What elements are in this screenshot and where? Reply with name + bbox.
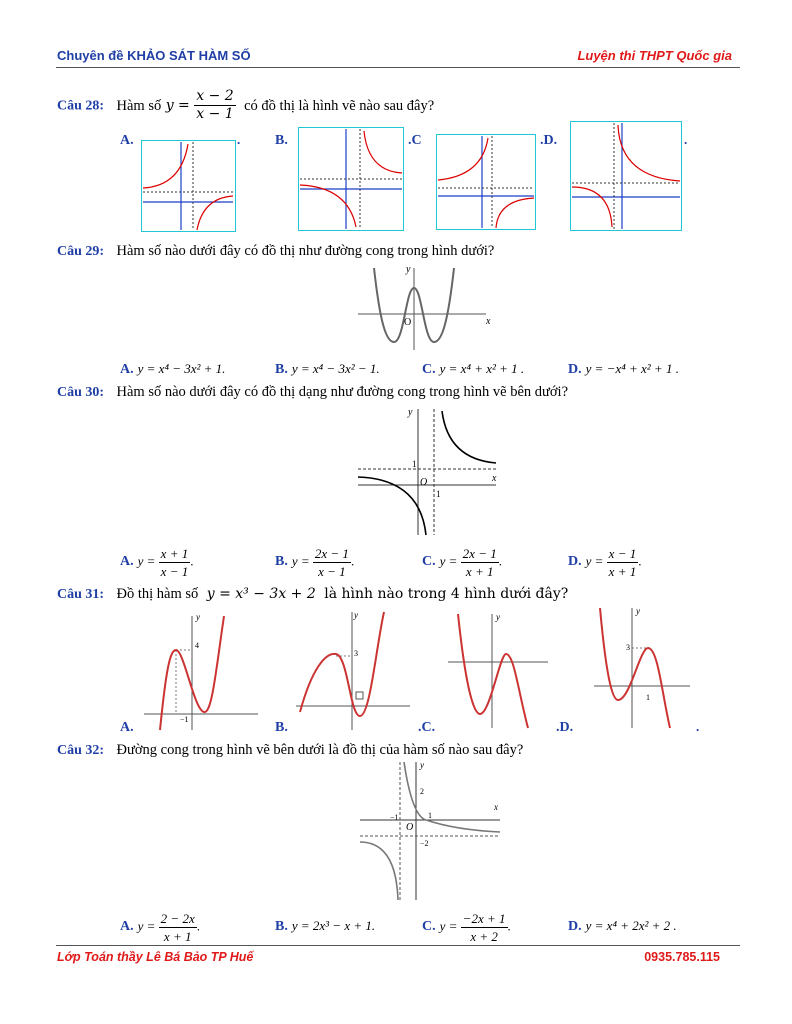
option-letter: D. bbox=[568, 554, 582, 570]
q31-dot-d: . bbox=[696, 719, 700, 734]
question-text: Đường cong trong hình vẽ bên dưới là đồ thị của hàm số nào sau đây? bbox=[116, 742, 524, 758]
q32-option-c[interactable]: C. y = $\frac{-2x + 1}{x + 2}$ . bbox=[422, 911, 511, 944]
fraction bbox=[461, 910, 508, 945]
q30-option-d[interactable]: D. y = $\frac{x - 1}{x + 1}$ . bbox=[568, 546, 642, 579]
q32-option-b[interactable] bbox=[275, 918, 375, 935]
q32-option-a[interactable]: A. y = $\frac{2 - 2x}{x + 1}$ . bbox=[120, 911, 200, 944]
question-30 bbox=[57, 383, 568, 402]
denominator: x + 1 bbox=[608, 564, 637, 579]
tick: 1 bbox=[646, 693, 650, 702]
q31-graph-c bbox=[444, 610, 554, 730]
option-letter: A. bbox=[120, 919, 134, 935]
option-letter: A. bbox=[120, 554, 134, 570]
option-letter: C. bbox=[422, 554, 436, 570]
question-28: Câu 28: Hàm số y = $\frac{x - 2}{x - 1}$ có đồ thị là hình vẽ nào sau đây? bbox=[57, 88, 435, 122]
tick: −1 bbox=[180, 715, 189, 724]
numerator: −2x + 1 bbox=[462, 911, 506, 926]
fraction bbox=[194, 88, 235, 123]
y-tick: −2 bbox=[420, 839, 429, 848]
numerator: 2 − 2x bbox=[160, 911, 195, 926]
footer-left: Lớp Toán thầy Lê Bá Bảo TP Huế bbox=[57, 950, 254, 964]
q29-option-c[interactable] bbox=[422, 361, 524, 378]
question-label: Câu 32: bbox=[57, 743, 105, 758]
fraction bbox=[159, 545, 191, 580]
q28-graph-c bbox=[436, 134, 536, 230]
q29-graph bbox=[356, 262, 496, 354]
question-29 bbox=[57, 242, 494, 261]
numerator: x + 1 bbox=[160, 546, 189, 561]
option-text: y = −x⁴ + x² + 1 . bbox=[585, 361, 679, 376]
q28-option-c[interactable] bbox=[408, 132, 426, 149]
question-text-pre: Đồ thị hàm số bbox=[116, 586, 199, 602]
header-left: Chuyên đề KHẢO SÁT HÀM SỐ bbox=[57, 48, 251, 63]
fraction bbox=[313, 545, 351, 580]
q31-option-b[interactable] bbox=[275, 719, 292, 736]
question-text-post: có đồ thị là hình vẽ nào sau đây? bbox=[244, 97, 435, 114]
denominator: x + 1 bbox=[163, 929, 192, 944]
option-letter: B. bbox=[275, 720, 288, 735]
question-text-pre: Hàm số bbox=[116, 97, 162, 114]
question-31 bbox=[57, 585, 568, 604]
question-text: Hàm số nào dưới đây có đồ thị như đường cong trong hình dưới? bbox=[116, 243, 495, 259]
option-letter: B. bbox=[275, 133, 288, 148]
option-letter: .C bbox=[408, 133, 422, 148]
q31-graph-b bbox=[292, 608, 414, 732]
q31-option-c[interactable] bbox=[418, 719, 439, 736]
y-label: y bbox=[420, 760, 424, 770]
option-letter: A. bbox=[120, 362, 134, 377]
denominator: x − 1 bbox=[196, 106, 234, 122]
q28-option-b[interactable] bbox=[275, 132, 292, 149]
question-text: Hàm số nào dưới đây có đồ thị dạng như đường cong trong hình vẽ bên dưới? bbox=[116, 384, 569, 400]
option-text: y = 2x³ − x + 1. bbox=[291, 918, 376, 933]
q28-option-a[interactable] bbox=[120, 132, 138, 149]
y-label: y bbox=[496, 612, 500, 622]
numerator: x − 2 bbox=[196, 88, 234, 104]
question-label: Câu 31: bbox=[57, 587, 105, 602]
x-tick: −1 bbox=[390, 813, 399, 822]
y-tick-1: 1 bbox=[412, 459, 417, 469]
option-letter: B. bbox=[275, 554, 288, 570]
numerator: 2x − 1 bbox=[462, 546, 497, 561]
option-letter: .C. bbox=[418, 720, 436, 735]
x-label: x bbox=[494, 802, 498, 812]
header-divider bbox=[56, 67, 740, 68]
x-tick: 1 bbox=[428, 811, 432, 820]
origin-label: O bbox=[406, 822, 414, 833]
q32-option-d[interactable] bbox=[568, 918, 677, 935]
y-label: y bbox=[354, 610, 358, 620]
option-letter: D. bbox=[568, 919, 582, 934]
footer-divider bbox=[56, 945, 740, 946]
q31-option-d[interactable] bbox=[556, 719, 577, 736]
option-letter: .D. bbox=[540, 133, 558, 148]
denominator: x − 1 bbox=[318, 564, 346, 579]
q30-option-a[interactable]: A. y = $\frac{x + 1}{x - 1}$ . bbox=[120, 546, 194, 579]
q29-option-a[interactable] bbox=[120, 361, 225, 378]
y-label: y bbox=[196, 612, 200, 622]
question-label: Câu 28: bbox=[57, 98, 105, 114]
tick: 4 bbox=[195, 641, 199, 650]
y-tick: 2 bbox=[420, 787, 424, 796]
option-letter: B. bbox=[275, 919, 288, 934]
option-text: y = x⁴ + x² + 1 . bbox=[439, 361, 525, 376]
fraction bbox=[461, 545, 499, 580]
numerator: 2x − 1 bbox=[314, 546, 349, 561]
q31-option-a[interactable] bbox=[120, 719, 138, 736]
fraction bbox=[159, 910, 197, 945]
numerator: x − 1 bbox=[608, 546, 637, 561]
option-letter: B. bbox=[275, 362, 288, 377]
q30-option-c[interactable]: C. y = $\frac{2x - 1}{x + 1}$ . bbox=[422, 546, 502, 579]
question-label: Câu 30: bbox=[57, 385, 105, 400]
q32-graph bbox=[356, 758, 504, 902]
option-letter: C. bbox=[422, 362, 436, 377]
option-text: y = x⁴ − 3x² + 1. bbox=[137, 361, 226, 376]
fraction bbox=[607, 545, 639, 580]
origin-label: O bbox=[420, 477, 428, 488]
x-label: x bbox=[492, 473, 497, 484]
y-label: y bbox=[636, 606, 640, 616]
q28-option-d[interactable] bbox=[540, 132, 561, 149]
q30-graph bbox=[356, 405, 502, 537]
q28-graph-b bbox=[298, 127, 404, 231]
option-text: y = x⁴ − 3x² − 1. bbox=[291, 361, 380, 376]
footer-right: 0935.785.115 bbox=[644, 950, 720, 964]
q28-dot-a: . bbox=[237, 132, 241, 147]
question-label: Câu 29: bbox=[57, 244, 105, 259]
tick: 3 bbox=[354, 649, 358, 658]
denominator: x − 1 bbox=[160, 564, 189, 579]
q30-option-b[interactable]: B. y = $\frac{2x - 1}{x - 1}$ . bbox=[275, 546, 355, 579]
option-letter: .D. bbox=[556, 720, 574, 735]
q28-dot-d: . bbox=[684, 132, 688, 147]
formula: y = x³ − 3x + 2 bbox=[206, 586, 316, 602]
option-letter: D. bbox=[568, 362, 582, 377]
origin-label: O bbox=[404, 317, 412, 328]
x-tick-1: 1 bbox=[436, 489, 441, 499]
q29-option-d[interactable] bbox=[568, 361, 679, 378]
q31-graph-a bbox=[140, 610, 262, 732]
y-label: y bbox=[408, 407, 413, 418]
question-text-post: là hình nào trong 4 hình dưới đây? bbox=[324, 586, 569, 602]
option-letter: A. bbox=[120, 133, 134, 148]
option-letter: A. bbox=[120, 720, 134, 735]
x-label: x bbox=[486, 316, 491, 327]
q29-option-b[interactable] bbox=[275, 361, 380, 378]
option-letter: C. bbox=[422, 919, 436, 935]
denominator: x + 1 bbox=[465, 564, 494, 579]
tick: 3 bbox=[626, 643, 630, 652]
q31-graph-d bbox=[590, 604, 694, 730]
q28-graph-a bbox=[141, 140, 236, 232]
denominator: x + 2 bbox=[470, 929, 498, 944]
header-right: Luyện thi THPT Quốc gia bbox=[577, 48, 732, 63]
y-label: y bbox=[406, 264, 411, 275]
q28-graph-d bbox=[570, 121, 682, 231]
option-text: y = x⁴ + 2x² + 2 . bbox=[585, 918, 677, 933]
